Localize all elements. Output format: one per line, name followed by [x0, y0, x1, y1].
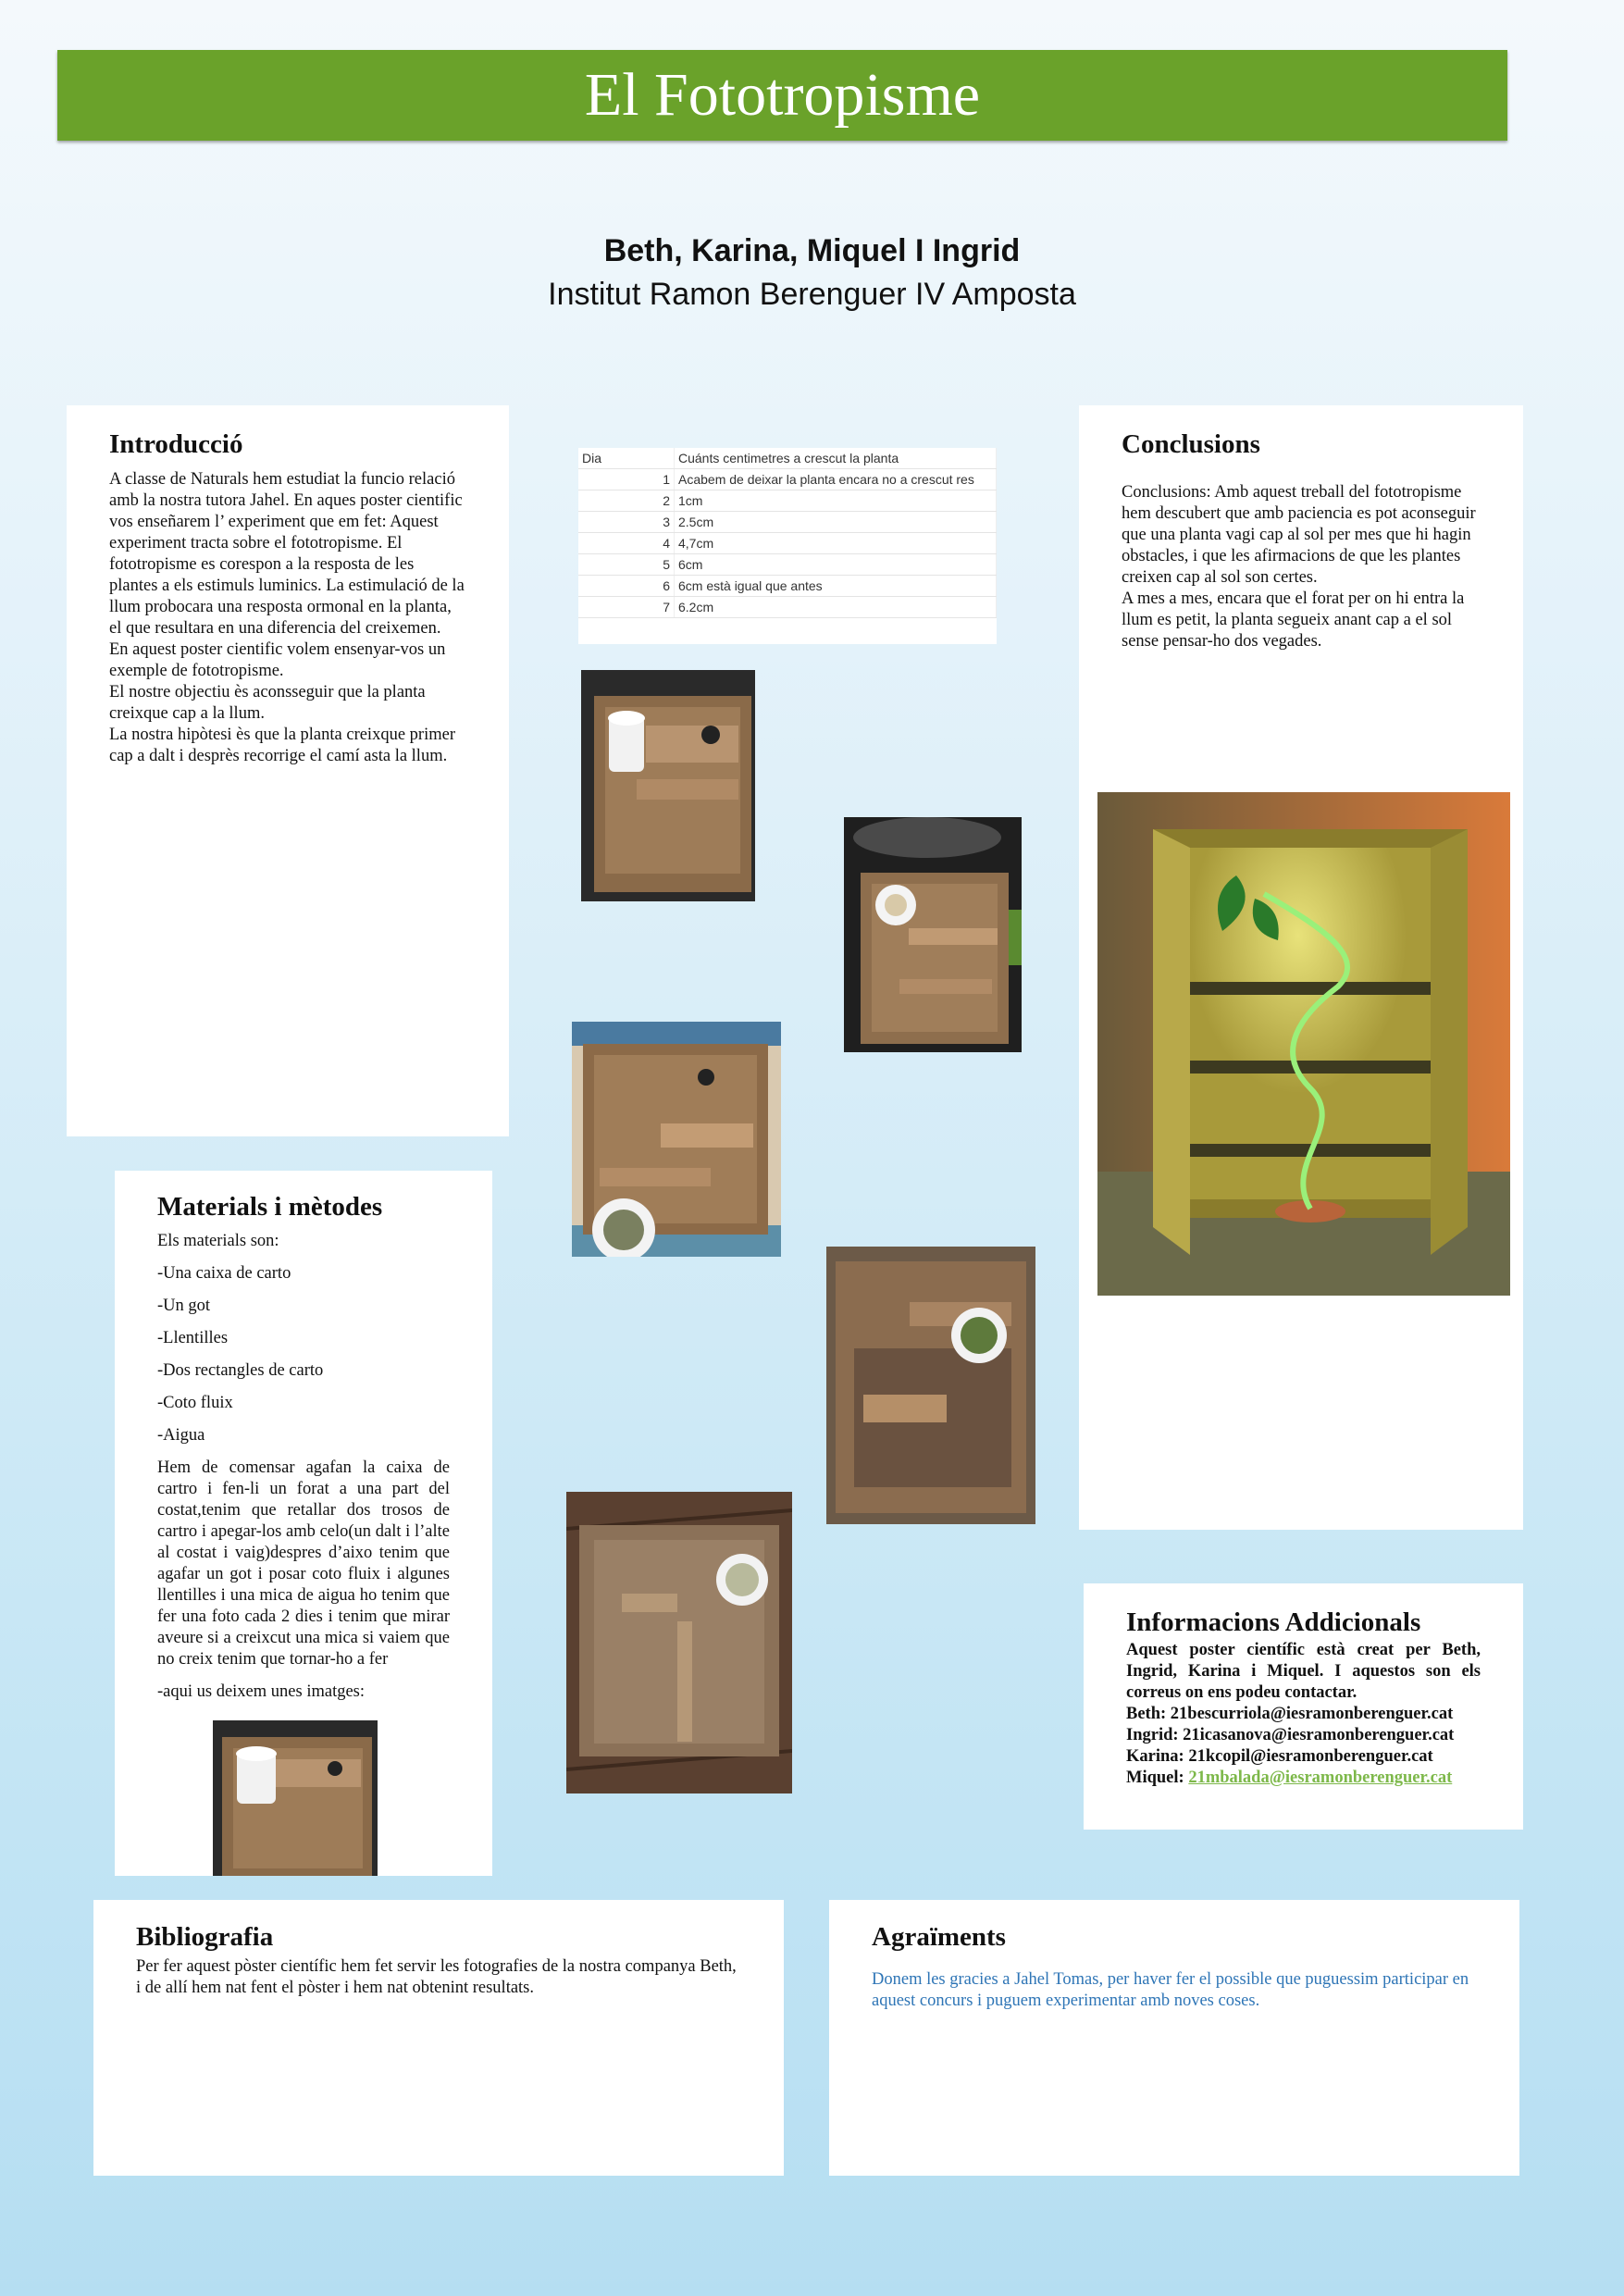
materials-heading: Materials i mètodes — [157, 1192, 383, 1222]
info-heading: Informacions Addicionals — [1126, 1607, 1421, 1637]
table-cell: 3 — [578, 512, 675, 533]
conclusions-paragraph: Conclusions: Amb aquest treball del fototropisme hem descubert que amb paciencia es pot aconseguir que una planta vagi cap al sol per mes que hi hagin obstacles, i que les afirmacions de que les plantes creixen cap al sol son certes. — [1122, 483, 1476, 587]
materials-item: -Aigua — [157, 1426, 205, 1445]
table-cell: Acabem de deixar la planta encara no a crescut res — [675, 469, 997, 490]
contact-row — [1126, 1725, 1481, 1746]
table-cell: 4 — [578, 533, 675, 554]
contact-name: Ingrid: — [1126, 1726, 1179, 1744]
materials-method: Hem de comensar agafan la caixa de cartro i fen-li un forat a una part del costat,tenim que retallar dos trosos de cartro i apegar-los amb celo(un dalt i l’alte al costat i vaig)despres d’aixo tenim que agafar un got i posar coto fluix i algunes llentilles i una mica de aigua ho tenim que fer una foto cada 2 dies i tenim que mirar aveure si a creixcut una mica si vaiem que no creix tenim que tornar-ho a fer — [157, 1458, 450, 1669]
materials-closing: -aqui us deixem unes imatges: — [157, 1682, 366, 1701]
agraiments-heading: Agraïments — [872, 1922, 1006, 1952]
table-header-cell: Dia — [578, 448, 675, 469]
intro-paragraph: En aquest poster cientific volem ensenyar-vos un exemple de fototropisme. — [109, 640, 446, 680]
table-row — [578, 597, 997, 618]
materials-item: -Un got — [157, 1297, 211, 1315]
agraiments-panel — [829, 1900, 1519, 2176]
materials-item: -Una caixa de carto — [157, 1264, 291, 1283]
intro-heading: Introducció — [109, 429, 243, 459]
contact-email: 21icasanova@iesramonberenguer.cat — [1183, 1726, 1455, 1744]
bibliografia-text: Per fer aquest pòster científic hem fet servir les fotografies de la nostra companya Beth, i de allí hem nat fent el pòster i hem nat obtenint resultats. — [136, 1957, 737, 1997]
table-header-cell: Cuánts centimetres a crescut la planta — [675, 448, 997, 469]
table-cell: 4,7cm — [675, 533, 997, 554]
intro-paragraph: A classe de Naturals hem estudiat la funcio relació amb la nostra tutora Jahel. En aques poster cientific vos enseñarem l’ experiment que em fet: Aquest experiment tracta sobre el fototropisme. El fototropisme es corespon a la resposta de les plantes a els estimuls luminics. La estimulació de la llum probocara una resposta ormonal en la planta, el que resultara en una diferencia del creixemen. — [109, 470, 465, 638]
table-row — [578, 554, 997, 576]
intro-panel — [67, 405, 509, 1136]
table-row — [578, 512, 997, 533]
intro-paragraph: La nostra hipòtesi ès que la planta creixque primer cap a dalt i desprès recorrige el camí asta la llum. — [109, 726, 455, 765]
materials-item: -Coto fluix — [157, 1394, 233, 1412]
contact-row — [1126, 1768, 1481, 1789]
table-row — [578, 469, 997, 490]
info-text: Aquest poster científic està creat per Beth, Ingrid, Karina i Miquel. I aquestos son els correus on ens podeu contactar. — [1126, 1641, 1481, 1702]
growth-table-image — [578, 448, 997, 644]
table-row — [578, 533, 997, 554]
contact-email-link[interactable]: 21mbalada@iesramonberenguer.cat — [1188, 1769, 1453, 1787]
table-header-row — [578, 448, 997, 469]
table-cell: 1 — [578, 469, 675, 490]
materials-panel — [115, 1171, 492, 1876]
materials-photo — [213, 1720, 378, 1876]
conclusions-paragraph: A mes a mes, encara que el forat per on hi entra la llum es petit, la planta segueix anant cap a el sol sense pensar-ho dos vegades. — [1122, 590, 1465, 651]
intro-paragraph: El nostre objectiu ès aconsseguir que la planta creixque cap a la llum. — [109, 683, 426, 723]
experiment-photo-4 — [826, 1247, 1035, 1524]
experiment-photo-5 — [566, 1492, 792, 1793]
table-cell: 5 — [578, 554, 675, 576]
materials-item: -Llentilles — [157, 1329, 229, 1347]
materials-item: -Dos rectangles de carto — [157, 1361, 324, 1380]
bibliografia-heading: Bibliografia — [136, 1922, 274, 1952]
contact-name: Miquel: — [1126, 1769, 1184, 1787]
table-cell: 6cm està igual que antes — [675, 576, 997, 597]
table-cell: 6cm — [675, 554, 997, 576]
table-cell: 2.5cm — [675, 512, 997, 533]
conclusions-heading: Conclusions — [1122, 429, 1260, 459]
agraiments-text: Donem les gracies a Jahel Tomas, per haver fer el possible que puguessim participar en aquest concurs i puguem experimentar amb noves coses. — [872, 1970, 1469, 2010]
author-names: Beth, Karina, Miquel I Ingrid — [603, 233, 1021, 268]
contact-row — [1126, 1746, 1481, 1768]
table-cell: 2 — [578, 490, 675, 512]
table-cell: 6 — [578, 576, 675, 597]
contact-email: 21kcopil@iesramonberenguer.cat — [1188, 1747, 1433, 1766]
institution: Institut Ramon Berenguer IV Amposta — [548, 277, 1076, 312]
contact-row — [1126, 1704, 1481, 1725]
growth-table — [578, 448, 997, 618]
table-cell: 6.2cm — [675, 597, 997, 618]
contact-name: Beth: — [1126, 1705, 1167, 1723]
authors-block — [0, 233, 1624, 313]
table-cell: 1cm — [675, 490, 997, 512]
phototropism-illustration — [1097, 792, 1510, 1296]
table-row — [578, 490, 997, 512]
experiment-photo-2 — [844, 817, 1022, 1052]
bibliografia-panel — [93, 1900, 784, 2176]
experiment-photo-3 — [572, 1022, 781, 1257]
table-cell: 7 — [578, 597, 675, 618]
contact-email: 21bescurriola@iesramonberenguer.cat — [1170, 1705, 1454, 1723]
info-panel — [1084, 1583, 1523, 1830]
poster-title: El Fototropisme — [584, 61, 981, 129]
contact-name: Karina: — [1126, 1747, 1184, 1766]
materials-intro: Els materials son: — [157, 1232, 279, 1250]
title-banner — [57, 50, 1507, 141]
experiment-photo-1 — [581, 670, 755, 901]
table-row — [578, 576, 997, 597]
